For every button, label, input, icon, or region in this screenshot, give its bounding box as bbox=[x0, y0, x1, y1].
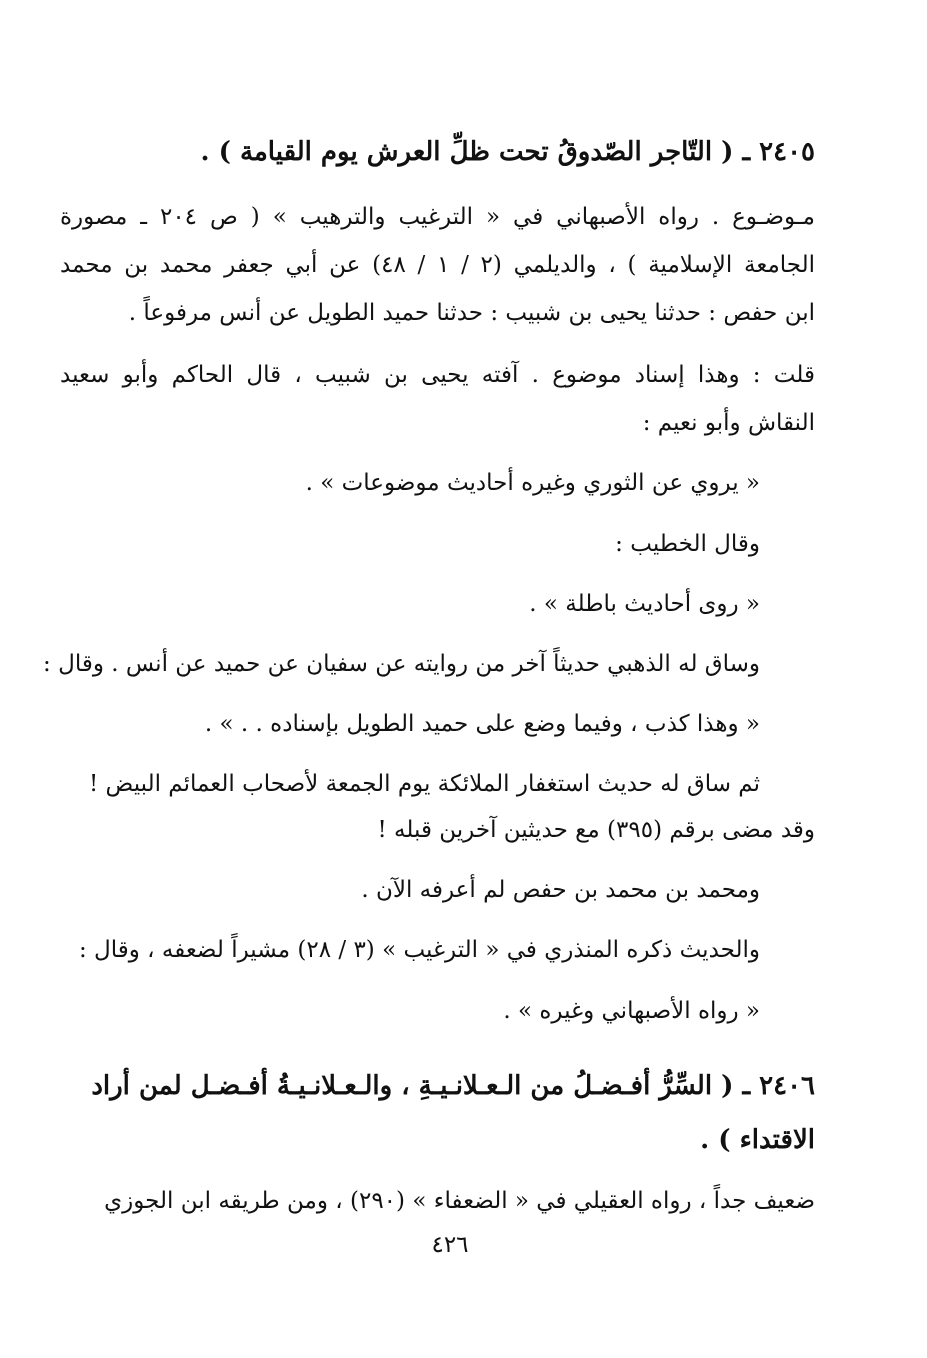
page-number: ٤٢٦ bbox=[431, 1232, 469, 1258]
hadith-2406-heading-line-2: الاقتداء ) . bbox=[700, 1125, 815, 1155]
hadith-2405-verdict-line-2: الجامعة الإسلامية ) ، والديلمي (٢ / ١ / ٤٨) عن أبي جعفر محمد بن محمد bbox=[60, 252, 816, 278]
hadith-2406-heading-line-1: ٢٤٠٦ ـ ( السِّرُّ أفـضـلُ من الـعـلانـيـةِ ، والـعـلانـيـةُ أفـضـل لمن أراد bbox=[91, 1071, 815, 1101]
istighfar-line-1: ثم ساق له حديث استغفار الملائكة يوم الجمعة لأصحاب العمائم البيض ! bbox=[88, 771, 760, 797]
mundhiri-line: والحديث ذكره المنذري في « الترغيب » (٣ / ٢٨) مشيراً لضعفه ، وقال : bbox=[78, 937, 760, 963]
istighfar-line-2: وقد مضى برقم (٣٩٥) مع حديثين آخرين قبله ! bbox=[377, 817, 815, 843]
hadith-2405-verdict-line-1: مـوضـوع . رواه الأصبهاني في « الترغيب والترهيب » ( ص ٢٠٤ ـ مصورة bbox=[60, 204, 815, 230]
khatib-intro: وقال الخطيب : bbox=[615, 531, 760, 557]
quote-mundhiri: « رواه الأصبهاني وغيره » . bbox=[503, 998, 760, 1024]
hadith-2405-verdict-line-3: ابن حفص : حدثنا يحيى بن شبيب : حدثنا حميد الطويل عن أنس مرفوعاً . bbox=[128, 300, 815, 326]
dhahabi-line: وساق له الذهبي حديثاً آخر من روايته عن سفيان عن حميد عن أنس . وقال : bbox=[43, 651, 760, 677]
unknown-narrator-line: ومحمد بن محمد بن حفص لم أعرفه الآن . bbox=[361, 877, 760, 903]
hadith-2406-verdict: ضعيف جداً ، رواه العقيلي في « الضعفاء » (٢٩٠) ، ومن طريقه ابن الجوزي bbox=[104, 1188, 815, 1214]
quote-dhahabi: « وهذا كذب ، وفيما وضع على حميد الطويل بإسناده . . » . bbox=[204, 711, 760, 737]
hadith-2405-heading: ٢٤٠٥ ـ ( التّاجر الصّدوقُ تحت ظلِّ العرش يوم القيامة ) . bbox=[200, 137, 815, 167]
comment-line-1: قلت : وهذا إسناد موضوع . آفته يحيى بن شبيب ، قال الحاكم وأبو سعيد bbox=[60, 362, 815, 388]
quote-hakim: « يروي عن الثوري وغيره أحاديث موضوعات » . bbox=[305, 470, 760, 496]
quote-khatib: « روى أحاديث باطلة » . bbox=[529, 591, 760, 617]
comment-line-2: النقاش وأبو نعيم : bbox=[642, 410, 815, 436]
